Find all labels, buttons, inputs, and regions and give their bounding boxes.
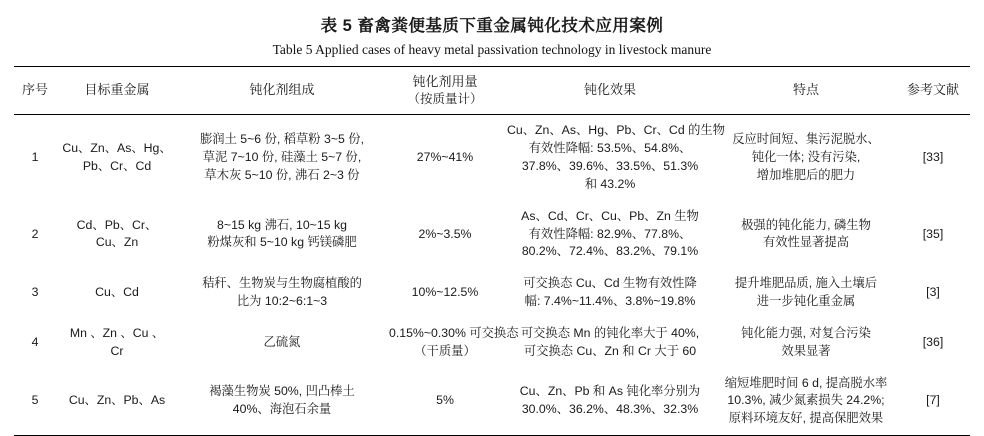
column-header-passivator-dose [386,67,504,115]
cell-line: 8~15 kg 沸石, 10~15 kg [217,217,347,232]
header-line-1: 钝化剂组成 [249,82,315,98]
cell-line: 40%、海泡石余量 [232,402,332,417]
header-row [14,67,970,115]
cell-passivation-effect [504,268,716,318]
cell-line: 27%~41% [416,150,474,165]
cell-line: 10%~12.5% [411,285,479,300]
table-title-english: Table 5 Applied cases of heavy metal passivation technology in livestock manure [272,42,712,57]
cell-line: 2%~3.5% [418,226,472,241]
column-header-target-metal [56,67,178,115]
cell-line: Cu、Zn [95,235,139,250]
cell-features [716,201,896,268]
cell-line: 80.2%、72.4%、83.2%、79.1% [521,244,699,259]
cell-line: 2 [31,226,39,241]
cell-line: 0.15%~0.30% 可交换态 [389,325,519,340]
cell-line: 钝化能力强, 对复合污染 [741,325,871,340]
table-row [14,115,970,201]
cell-passivator-composition [178,368,386,436]
cell-line: 10.3%, 减少氮素损失 24.2%; [727,393,885,408]
cell-passivator-dose [386,368,504,436]
cell-line: 和 43.2% [584,176,636,191]
cell-line: （干质量） [414,343,476,358]
column-header-features [716,67,896,115]
cell-line: Mn 、Zn 、Cu 、 [69,325,165,340]
cell-passivator-composition [178,318,386,368]
cell-line: Cu、Cd [95,285,139,300]
cell-passivation-effect [504,368,716,436]
cell-line: 草泥 7~10 份, 硅藻土 5~7 份, [202,150,362,165]
cell-passivator-composition [178,268,386,318]
cell-line: Cu、Zn、As、Hg、Pb、Cr、Cd 的生物 [507,123,725,138]
cell-target-metal [56,368,178,436]
column-header-references [896,67,970,115]
cell-passivator-dose [386,201,504,268]
cell-line: 褐藻生物炭 50%, 凹凸棒土 [209,384,355,399]
cell-features [716,318,896,368]
cell-line: 粉煤灰和 5~10 kg 钙镁磷肥 [207,235,357,250]
cell-line: 可交换态 Cu、Zn 和 Cr 大于 60 [523,343,697,358]
cell-target-metal [56,318,178,368]
cell-line: Cu、Zn、As、Hg、 [62,141,172,156]
cell-passivation-effect [504,115,725,201]
cell-line: 草木灰 5~10 份, 沸石 2~3 份 [204,167,360,182]
cell-passivator-dose [386,268,504,318]
cell-reference [896,368,970,436]
cell-line: 效果显著 [781,343,831,358]
cell-line: As、Cd、Cr、Cu、Pb、Zn 生物 [521,208,699,223]
header-line-1: 目标重金属 [84,82,150,98]
cell-line: 原料环境友好, 提高保肥效果 [728,411,884,426]
cell-line: 37.8%、39.6%、33.5%、51.3% [521,159,699,174]
cell-target-metal [56,201,178,268]
cell-line: 极强的钝化能力, 磷生物 [741,217,871,232]
cell-line: [3] [926,285,940,300]
cell-line: 有效性降幅: 53.5%、54.8%、 [528,141,692,156]
cell-features [716,115,896,201]
cell-line: 反应时间短、集污泥脱水、 [732,132,880,147]
cell-line: 比为 10:2~6:1~3 [236,294,328,309]
cell-reference [896,115,970,201]
cell-reference [896,268,970,318]
cell-line: 乙硫氮 [263,334,301,349]
cell-line: 幅: 7.4%~11.4%、3.8%~19.8% [524,294,696,309]
table-row [14,268,970,318]
cell-index [14,368,56,436]
cell-line: [35] [922,226,944,241]
cell-passivation-effect [504,201,716,268]
table-row [14,368,970,436]
cell-line: 秸秆、生物炭与生物腐植酸的 [202,276,362,291]
cell-target-metal [56,268,178,318]
cell-reference [896,201,970,268]
column-header-passivation-effect [504,67,716,115]
header-line-1: 参考文献 [906,82,959,98]
header-line-1: 钝化剂用量 [412,74,478,89]
header-line-1: 特点 [792,82,819,98]
cell-target-metal [56,115,178,201]
cell-line: 有效性降幅: 82.9%、77.8%、 [528,226,692,241]
column-header-index [14,67,56,115]
cell-line: 可交换态 Cu、Cd 生物有效性降 [523,276,697,291]
cell-features [716,368,896,436]
cell-line: 3 [31,285,39,300]
cell-line: 钝化一体; 没有污染, [751,150,861,165]
cell-line: 可交换态 Mn 的钝化率大于 40%, [520,325,700,340]
cell-line: 5 [31,393,39,408]
cell-index [14,115,56,201]
cell-line: [33] [922,150,944,165]
cell-line: 进一步钝化重金属 [756,294,856,309]
data-table [14,66,970,436]
cell-line: 30.0%、36.2%、48.3%、32.3% [521,402,699,417]
cell-line: Pb、Cr、Cd [82,159,152,174]
table-body [14,115,970,436]
cell-index [14,318,56,368]
cell-line: 提升堆肥品质, 施入土壤后 [734,276,878,291]
cell-line: 增加堆肥后的肥力 [756,167,856,182]
cell-line: 4 [31,334,39,349]
table-header [14,67,970,115]
cell-passivator-composition [178,201,386,268]
cell-passivator-dose [386,318,519,368]
cell-features [716,268,896,318]
cell-line: 有效性显著提高 [762,235,850,250]
table-row [14,201,970,268]
header-line-1: 钝化效果 [583,82,636,98]
cell-reference [896,318,970,368]
header-line-2: （按质量计） [407,91,483,106]
cell-line: Cr [110,343,124,358]
cell-line: 5% [436,393,454,408]
cell-passivation-effect [504,318,716,368]
cell-line: 1 [31,150,39,165]
cell-passivator-dose [386,115,504,201]
table-title-chinese: 表 5 畜禽粪便基质下重金属钝化技术应用案例 [320,17,664,35]
column-header-passivator-composition [178,67,386,115]
cell-line: Cu、Zn、Pb 和 As 钝化率分别为 [519,384,701,399]
cell-line: [36] [922,334,944,349]
cell-index [14,268,56,318]
cell-index [14,201,56,268]
cell-line: 缩短堆肥时间 6 d, 提高脱水率 [724,375,888,390]
cell-line: Cu、Zn、Pb、As [68,393,166,408]
cell-line: Cd、Pb、Cr、 [76,217,158,232]
cell-passivator-composition [178,115,386,201]
header-line-1: 序号 [21,82,48,98]
table-row [14,318,970,368]
cell-line: 膨润土 5~6 份, 稻草粉 3~5 份, [199,132,364,147]
cell-line: [7] [926,393,940,408]
